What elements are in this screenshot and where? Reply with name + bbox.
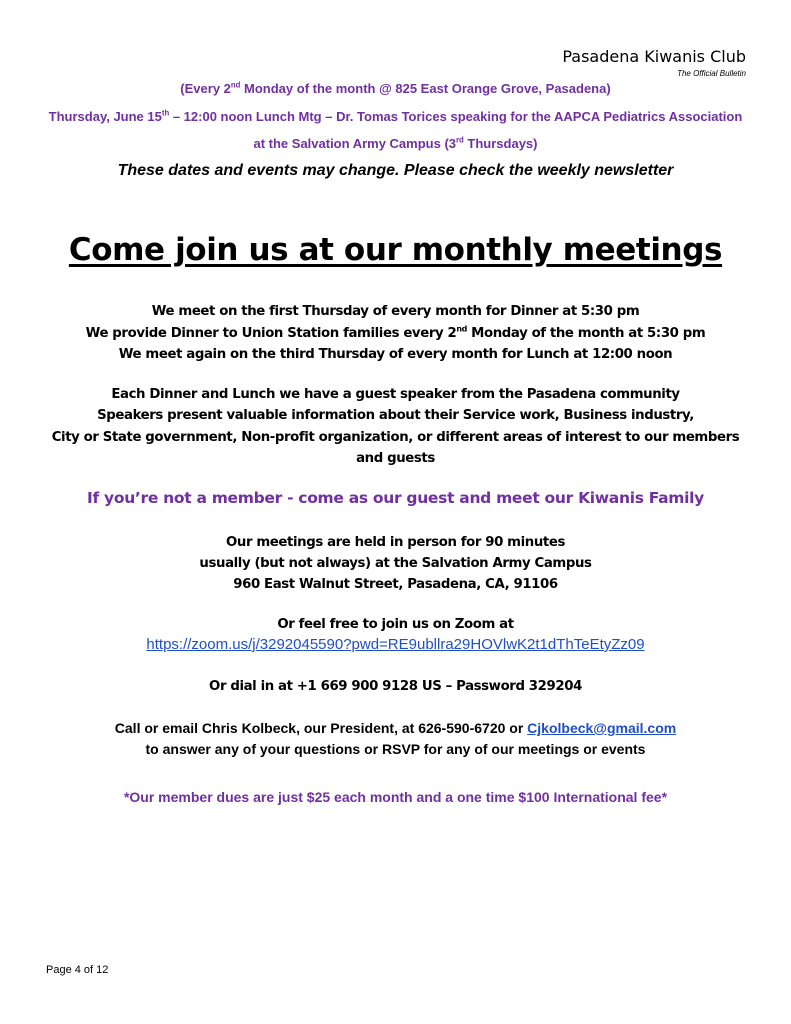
schedule-line-3-text: at the Salvation Army Campus (3: [253, 136, 456, 151]
location-info-2: usually (but not always) at the Salvation Army Campus: [199, 556, 592, 571]
location-info-1: Our meetings are held in person for 90 minutes: [225, 535, 566, 550]
schedule-line-3-rest: Thursdays): [463, 136, 538, 151]
schedule-line-3: [0, 136, 791, 151]
page-title: Come join us at our monthly meetings: [68, 232, 723, 268]
contact-text: Call or email Chris Kolbeck, our President, at 626-590-6720 or: [114, 720, 528, 736]
schedule-line-2-text: Thursday, June 15: [48, 109, 162, 124]
schedule-line-1-text: (Every 2: [180, 81, 231, 96]
ordinal-suffix: nd: [456, 324, 467, 334]
zoom-link-row: [0, 636, 791, 653]
ordinal-suffix: rd: [456, 135, 464, 145]
speaker-info-1: Each Dinner and Lunch we have a guest speaker from the Pasadena community: [111, 387, 680, 402]
guest-invitation: If you’re not a member - come as our guest and meet our Kiwanis Family: [87, 489, 704, 507]
contact-line-1: [0, 720, 791, 736]
meeting-info-2-rest: Monday of the month at 5:30 pm: [466, 326, 706, 341]
club-name: Pasadena Kiwanis Club: [562, 47, 746, 66]
zoom-link[interactable]: https://zoom.us/j/3292045590?pwd=RE9ubllra29HOVlwK2t1dThTeEtyZz09: [146, 636, 645, 653]
schedule-line-2: [0, 109, 791, 124]
contact-email-link[interactable]: Cjkolbeck@gmail.com: [527, 720, 677, 736]
bulletin-subtitle: The Official Bulletin: [677, 69, 746, 78]
speaker-info-3: City or State government, Non-profit organization, or different areas of interest to our members: [51, 430, 740, 445]
contact-line-2: to answer any of your questions or RSVP for any of our meetings or events: [145, 741, 646, 757]
schedule-line-1: [0, 81, 791, 96]
zoom-intro: Or feel free to join us on Zoom at: [277, 617, 514, 632]
schedule-note: These dates and events may change. Please check the weekly newsletter: [117, 162, 674, 179]
meeting-info-3: We meet again on the third Thursday of every month for Lunch at 12:00 noon: [118, 347, 673, 362]
speaker-info-2: Speakers present valuable information about their Service work, Business industry,: [97, 408, 694, 423]
meeting-info-1: We meet on the first Thursday of every month for Dinner at 5:30 pm: [151, 304, 640, 319]
dial-in-info: Or dial in at +1 669 900 9128 US – Password 329204: [209, 679, 582, 694]
ordinal-suffix: nd: [230, 80, 241, 90]
location-address: 960 East Walnut Street, Pasadena, CA, 91106: [233, 577, 558, 592]
meeting-info-2: [0, 326, 791, 341]
speaker-info-4: and guests: [356, 451, 435, 466]
schedule-line-1-rest: Monday of the month @ 825 East Orange Grove, Pasadena): [240, 81, 611, 96]
schedule-line-2-rest: – 12:00 noon Lunch Mtg – Dr. Tomas Torices speaking for the AAPCA Pediatrics Association: [169, 109, 743, 124]
dues-note: *Our member dues are just $25 each month and a one time $100 International fee*: [123, 789, 668, 805]
ordinal-suffix: th: [161, 108, 170, 118]
meeting-info-2-text: We provide Dinner to Union Station families every 2: [85, 326, 457, 341]
page-number: Page 4 of 12: [46, 964, 109, 976]
